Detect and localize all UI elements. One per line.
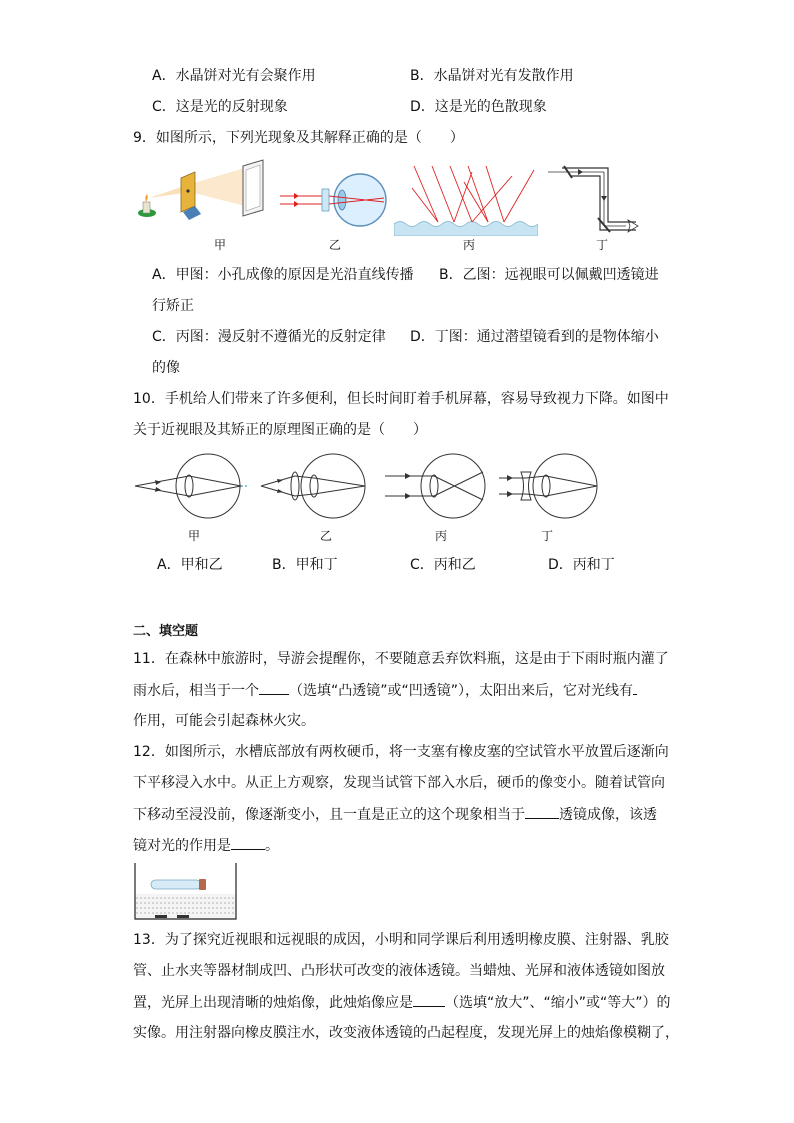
q11-line2-text-a: 雨水后，相当于一个 — [133, 683, 259, 699]
q12-blank-1 — [525, 804, 559, 819]
q9-option-c: C．丙图：漫反射不遵循光的反射定律 — [152, 329, 386, 345]
q9-caption-ding: 丁 — [596, 238, 609, 252]
q9-option-d-line1: D．丁图：通过潜望镜看到的是物体缩小 — [410, 329, 659, 345]
q9-stem: 9．如图所示，下列光现象及其解释正确的是（ ） — [133, 130, 464, 146]
q12-line4 — [133, 835, 279, 856]
q11-blank-2 — [633, 680, 637, 695]
q10-caption-jia: 甲 — [188, 529, 201, 543]
q13-line3 — [133, 992, 671, 1013]
q10-stem-line2: 关于近视眼及其矫正的原理图正确的是（ ） — [133, 422, 427, 438]
q10-caption-ding: 丁 — [541, 529, 554, 543]
q11-line2 — [133, 680, 637, 701]
q10-option-d: D．丙和丁 — [548, 557, 615, 573]
q13-blank-1 — [413, 992, 445, 1007]
q11-blank-1 — [259, 680, 289, 695]
q10-figures — [133, 450, 613, 522]
q12-figure-water-tank — [133, 862, 239, 922]
q9-option-d-line2: 的像 — [152, 360, 180, 376]
q10-stem-line1: 10．手机给人们带来了许多便利，但长时间盯着手机屏幕，容易导致视力下降。如图中 — [133, 391, 669, 407]
q12-line1: 12．如图所示，水槽底部放有两枚硬币，将一支塞有橡皮塞的空试管水平放置后逐渐向 — [133, 744, 669, 760]
q9-figure-bing — [394, 162, 538, 236]
q9-caption-jia: 甲 — [214, 238, 227, 252]
q10-option-b: B．甲和丁 — [272, 557, 338, 573]
q12-line2: 下平移浸入水中。从正上方观察，发现当试管下部入水后，硬币的像变小。随着试管向 — [133, 775, 665, 791]
section-title: 二、填空题 — [133, 624, 199, 639]
q12-line3-text-b: 透镜成像，该透 — [559, 807, 657, 823]
q11-line1: 11．在森林中旅游时，导游会提醒你，不要随意丢弃饮料瓶，这是由于下雨时瓶内灌了 — [133, 651, 669, 667]
q13-line2: 管、止水夹等器材制成凹、凸形状可改变的液体透镜。当蜡烛、光屏和液体透镜如图放 — [133, 963, 665, 979]
q12-line3-text-a: 下移动至浸没前，像逐渐变小，且一直是正立的这个现象相当于 — [133, 807, 525, 823]
q13-line3-text-a: 置，光屏上出现清晰的烛焰像，此烛焰像应是 — [133, 995, 413, 1011]
q12-line4-text-b: 。 — [265, 838, 279, 854]
q8-option-c: C．这是光的反射现象 — [152, 99, 288, 115]
q9-option-a: A．甲图：小孔成像的原因是光沿直线传播 — [152, 267, 414, 283]
q11-line3: 作用，可能会引起森林火灾。 — [133, 713, 315, 729]
q13-line4: 实像。用注射器向橡皮膜注水，改变液体透镜的凸起程度，发现光屏上的烛焰像模糊了， — [133, 1025, 679, 1041]
q11-line2-text-b: （选填“凸透镜”或“凹透镜”），太阳出来后，它对光线有 — [289, 683, 634, 699]
q8-option-a: A．水晶饼对光有会聚作用 — [152, 68, 316, 84]
q10-option-a: A．甲和乙 — [157, 557, 223, 573]
q9-option-b-line1: B．乙图：远视眼可以佩戴凹透镜进 — [439, 267, 659, 283]
q10-caption-bing: 丙 — [435, 529, 448, 543]
q9-caption-bing: 丙 — [463, 238, 476, 252]
q12-line4-text-a: 镜对光的作用是 — [133, 838, 231, 854]
q9-figure-jia — [135, 158, 275, 228]
q12-blank-2 — [231, 835, 265, 850]
q9-caption-yi: 乙 — [329, 238, 342, 252]
q8-option-b: B．水晶饼对光有发散作用 — [410, 68, 574, 84]
q10-option-c: C．丙和乙 — [410, 557, 476, 573]
q12-line3 — [133, 804, 657, 825]
q9-option-b-line2: 行矫正 — [152, 298, 194, 314]
q9-figure-yi — [280, 172, 392, 232]
q10-caption-yi: 乙 — [320, 529, 333, 543]
q9-figure-ding — [548, 160, 640, 242]
q8-option-d: D．这是光的色散现象 — [410, 99, 547, 115]
q13-line3-text-b: （选填“放大”、“缩小”或“等大”）的 — [445, 995, 671, 1011]
q13-line1: 13．为了探究近视眼和远视眼的成因，小明和同学课后利用透明橡皮膜、注射器、乳胶 — [133, 932, 669, 948]
